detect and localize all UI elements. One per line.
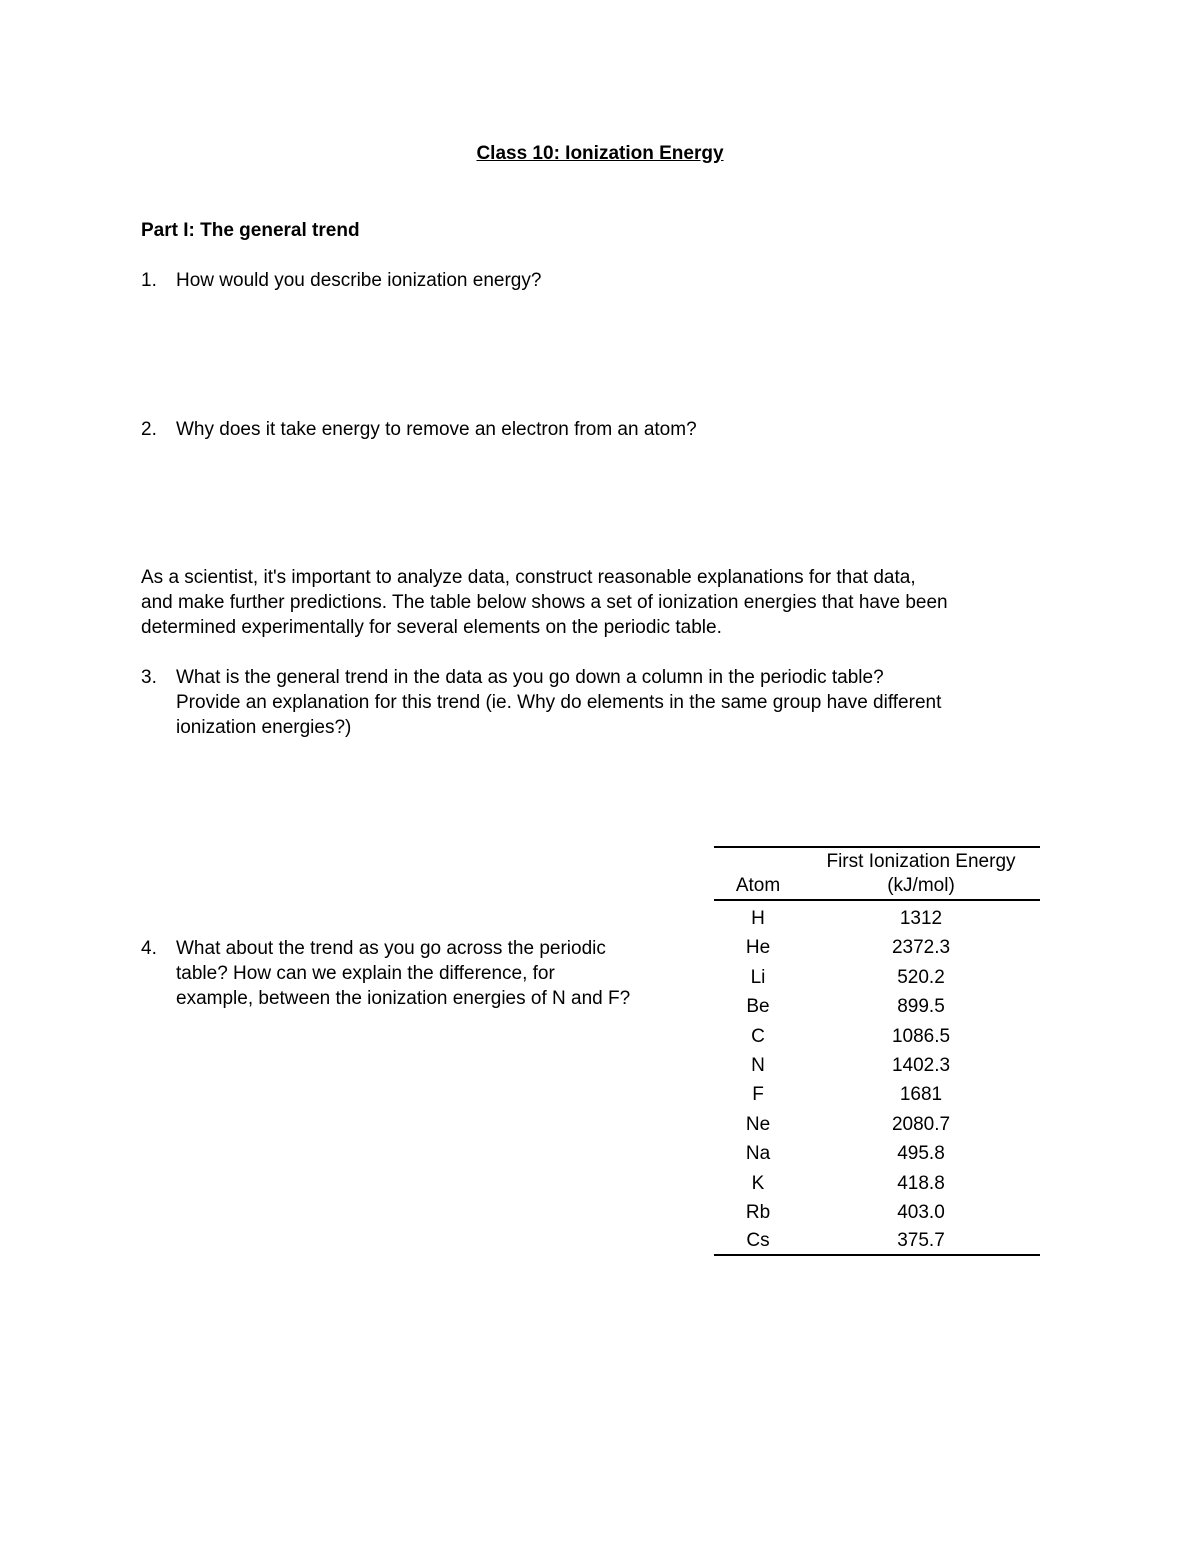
question-number: 4. <box>141 938 157 959</box>
ionization-energy-table <box>714 846 1040 1256</box>
table-row <box>714 1227 1040 1255</box>
question-2 <box>141 417 697 442</box>
question-text <box>176 665 1071 740</box>
question-number: 2. <box>141 419 157 440</box>
cell-atom: He <box>745 937 771 959</box>
cell-energy: 899.5 <box>897 996 945 1018</box>
table-row <box>714 1169 1040 1198</box>
cell-energy: 1681 <box>899 1084 943 1106</box>
cell-energy: 2372.3 <box>891 937 951 959</box>
table-row <box>714 1110 1040 1139</box>
cell-energy: 418.8 <box>897 1172 945 1194</box>
cell-atom: Be <box>746 996 770 1018</box>
question-1 <box>141 268 541 293</box>
part-heading: Part I: The general trend <box>141 220 360 241</box>
intro-paragraph <box>141 565 1071 640</box>
cell-atom: C <box>751 1025 765 1047</box>
question-line: ionization energies?) <box>176 717 352 738</box>
header-energy <box>802 847 1040 900</box>
cell-atom: Rb <box>745 1202 771 1224</box>
question-text: Why does it take energy to remove an electron from an atom? <box>176 419 697 440</box>
table-row <box>714 1022 1040 1051</box>
cell-atom: Na <box>745 1143 771 1165</box>
header-energy-line: First Ionization Energy <box>826 851 1016 872</box>
question-3 <box>141 665 1071 740</box>
cell-energy: 1402.3 <box>891 1055 951 1077</box>
cell-atom: F <box>752 1084 764 1106</box>
table-row <box>714 1080 1040 1109</box>
cell-energy: 1086.5 <box>891 1025 951 1047</box>
cell-energy: 1312 <box>899 908 943 929</box>
header-energy-unit: (kJ/mol) <box>887 875 955 896</box>
cell-atom: H <box>751 908 765 929</box>
question-4 <box>141 936 701 1011</box>
paragraph-line: determined experimentally for several elements on the periodic table. <box>141 617 722 638</box>
question-line: example, between the ionization energies of N and F? <box>176 988 631 1009</box>
cell-energy: 375.7 <box>802 1227 1040 1255</box>
paragraph-line: and make further predictions. The table below shows a set of ionization energies that have been <box>141 592 948 613</box>
table-header-row <box>714 847 1040 900</box>
question-line: What is the general trend in the data as you go down a column in the periodic table? <box>176 667 884 688</box>
cell-energy: 495.8 <box>897 1143 945 1165</box>
cell-atom: N <box>751 1055 765 1077</box>
question-number: 1. <box>141 270 157 291</box>
table-row <box>714 933 1040 962</box>
document-title: Class 10: Ionization Energy <box>476 143 724 164</box>
table-row <box>714 963 1040 992</box>
cell-atom: Li <box>750 966 766 988</box>
table-row <box>714 1051 1040 1080</box>
cell-energy: 2080.7 <box>891 1113 951 1135</box>
question-number: 3. <box>141 667 157 688</box>
cell-energy: 403.0 <box>897 1202 945 1224</box>
cell-atom: Cs <box>714 1227 802 1255</box>
table-row <box>714 1139 1040 1168</box>
question-line: table? How can we explain the difference, for <box>176 963 555 984</box>
question-line: What about the trend as you go across the periodic <box>176 938 606 959</box>
cell-atom: Ne <box>745 1113 771 1135</box>
cell-atom: K <box>751 1172 765 1194</box>
table-row <box>714 992 1040 1021</box>
header-atom: Atom <box>714 847 802 900</box>
table-row <box>714 1198 1040 1227</box>
question-text: How would you describe ionization energy? <box>176 270 542 291</box>
paragraph-line: As a scientist, it's important to analyze data, construct reasonable explanations for that data, <box>141 567 916 588</box>
table-row <box>714 900 1040 933</box>
question-text <box>176 936 701 1011</box>
question-line: Provide an explanation for this trend (ie. Why do elements in the same group have different <box>176 692 942 713</box>
cell-energy: 520.2 <box>897 966 945 988</box>
